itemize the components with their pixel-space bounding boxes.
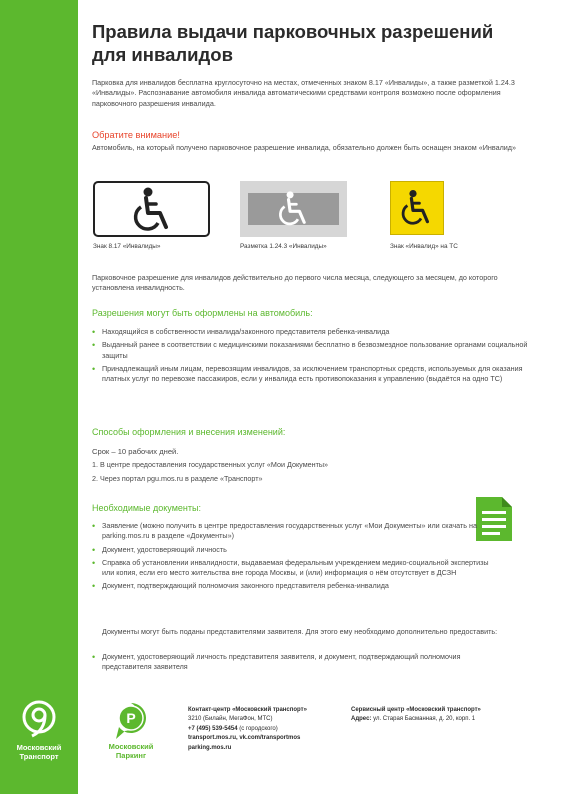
- logo-text: Московский Паркинг: [108, 742, 154, 760]
- list-item: • Документ, подтверждающий полномочия законного представителя ребенка-инвалида: [92, 581, 492, 591]
- list-item: • Справка об установлении инвалидности, выдаваемая федеральным учреждением медико-социальной экспертизы или копия, если его место жительства вне города Москвы, и (или) информация о нём отсутствует в ДСЗН: [92, 558, 492, 579]
- service-title: Сервисный центр «Московский транспорт»: [351, 707, 481, 713]
- sign-caption: Разметка 1.24.3 «Инвалиды»: [240, 243, 327, 250]
- moscow-transport-icon: [20, 700, 58, 740]
- list-item: • Принадлежащий иным лицам, перевозящим инвалидов, за исключением транспортных средств, используемых для оказания платных услуг по перевозке пассажиров, если у инвалида есть противопоказания к управлению (выдаётся на одно ТС): [92, 364, 532, 385]
- intro-paragraph: Парковка для инвалидов бесплатна круглосуточно на местах, отмеченных знаком 8.17 «Инвалиды», а также разметкой 1.24.3 «Инвалиды». Распознавание автомобиля инвалида автоматическими средствами контроля возможно после оформления парковочного разрешения инвалида.: [92, 78, 515, 108]
- warning-text: Автомобиль, на который получено парковочное разрешение инвалида, обязательно должен быть оснащен знаком «Инвалид»: [92, 143, 516, 152]
- list-item: • Выданный ранее в соответствии с медицинскими показаниями бесплатно в безвозмездное пользование органами социальной защиты: [92, 340, 532, 361]
- wheelchair-icon: [128, 187, 178, 233]
- moscow-transport-logo: [0, 700, 78, 761]
- documents-list: [92, 521, 492, 595]
- list-item: • Документ, удостоверяющий личность представителя заявителя, и документ, подтверждающий полномочия представителя заявителя: [92, 652, 512, 673]
- parking-icon: [114, 702, 148, 740]
- marking-1-24-3: [240, 181, 347, 237]
- moscow-parking-logo: [96, 702, 166, 760]
- contact-parking[interactable]: parking.mos.ru: [188, 744, 232, 751]
- vehicles-list: [92, 327, 532, 387]
- list-item: • Документ, удостоверяющий личность: [92, 545, 492, 555]
- page-title: Правила выдачи парковочных разрешений для инвалидов: [92, 21, 494, 65]
- vehicle-disabled-sign: [390, 181, 444, 235]
- service-address: ул. Старая Басманная, д. 20, корп. 1: [373, 716, 476, 723]
- sign-caption: Знак 8.17 «Инвалиды»: [93, 243, 161, 250]
- list-item: • Находящийся в собственности инвалида/законного представителя ребенка-инвалида: [92, 327, 532, 337]
- list-item: • Заявление (можно получить в центре предоставления государственных услуг «Мои Документы» или скачать на parking.mos.ru в разделе «Документы»): [92, 521, 492, 542]
- contact-title: Контакт-центр «Московский транспорт»: [188, 707, 307, 713]
- representative-list: [92, 652, 512, 676]
- method-item: 2. Через портал pgu.mos.ru в разделе «Транспорт»: [92, 474, 263, 483]
- svg-text:P: P: [126, 710, 136, 726]
- section-documents-title: Необходимые документы:: [92, 503, 201, 513]
- service-address-label: Адрес:: [351, 716, 372, 723]
- service-center-block: [351, 706, 541, 725]
- contact-phone: +7 (495) 539-5454: [188, 725, 238, 732]
- contact-phone-note: (с городского): [239, 725, 278, 732]
- contact-line: 3210 (Билайн, МегаФон, МТС): [188, 716, 273, 723]
- sign-8-17: [93, 181, 210, 237]
- wheelchair-icon: [274, 191, 314, 227]
- method-item: 1. В центре предоставления государственных услуг «Мои Документы»: [92, 460, 329, 469]
- sign-caption: Знак «Инвалид» на ТС: [390, 243, 458, 250]
- logo-text: Московский Транспорт: [16, 743, 62, 761]
- section-vehicles-title: Разрешения могут быть оформлены на автомобиль:: [92, 308, 313, 318]
- term-text: Срок – 10 рабочих дней.: [92, 447, 179, 456]
- green-sidebar: [0, 0, 78, 794]
- wheelchair-icon: [397, 188, 437, 228]
- contact-center-block: [188, 706, 348, 753]
- section-methods-title: Способы оформления и внесения изменений:: [92, 427, 286, 437]
- representative-note: Документы могут быть поданы представителями заявителя. Для этого ему необходимо дополнительно предоставить:: [102, 627, 498, 636]
- contact-sites[interactable]: transport.mos.ru, vk.com/transportmos: [188, 735, 301, 742]
- validity-text: Парковочное разрешение для инвалидов действительно до первого числа месяца, следующего за месяцем, до которого установлена инвалидность.: [92, 273, 498, 293]
- warning-title: Обратите внимание!: [92, 130, 180, 140]
